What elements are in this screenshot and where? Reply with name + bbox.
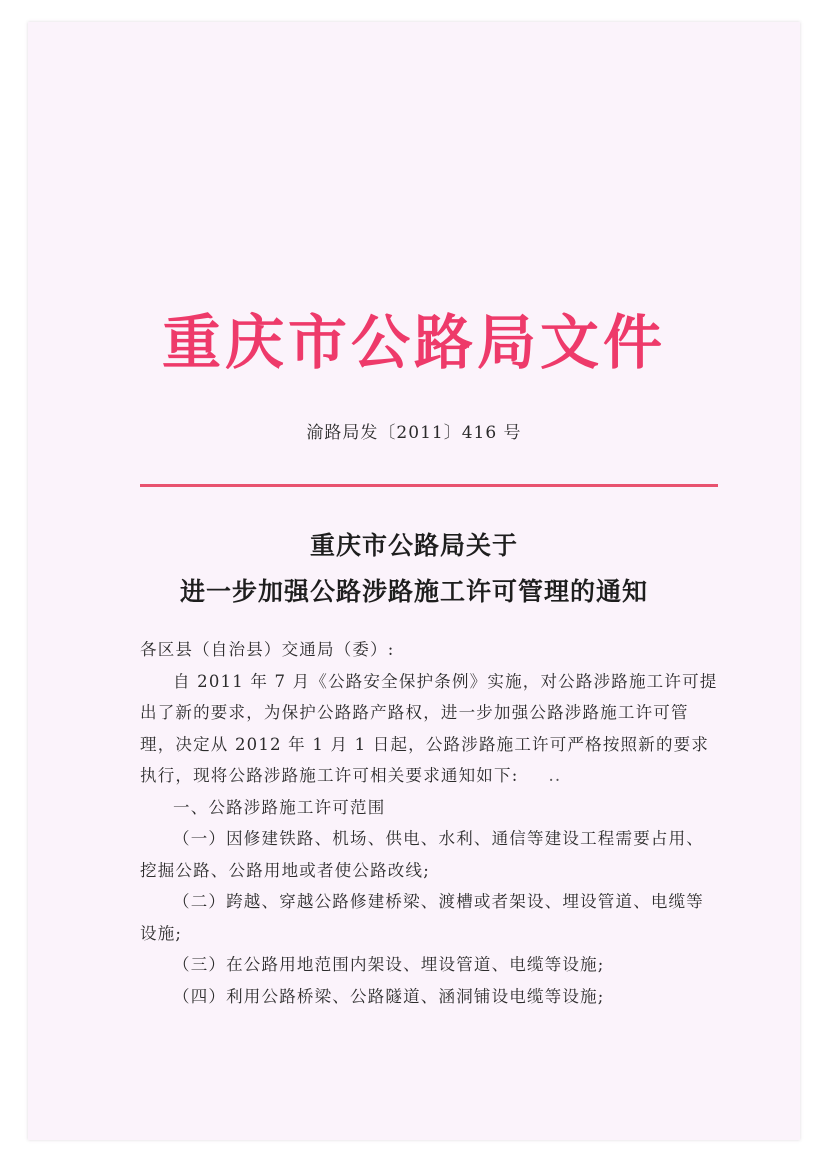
intro-text: 自 2011 年 7 月《公路安全保护条例》实施，对公路涉路施工许可提出了新的要求，为保护公路路产路权，进一步加强公路涉路施工许可管理，决定从 2012 年 1 月 1 日起，公路涉路施工许可严格按照新的要求执行，现将公路涉路施工许可相关要求通知如下: [140,671,718,785]
intro-paragraph [140,666,720,792]
document-page [28,22,800,1140]
list-item-4: （四）利用公路桥梁、公路隧道、涵洞铺设电缆等设施; [173,986,605,1006]
section-1-heading: 一、公路涉路施工许可范围 [173,797,386,817]
list-item-1: （一）因修建铁路、机场、供电、水利、通信等建设工程需要占用、挖掘公路、公路用地或者使公路改线; [140,829,704,880]
document-number: 渝路局发〔2011〕416 号 [306,423,522,443]
list-item-3: （三）在公路用地范围内架设、埋设管道、电缆等设施; [173,955,605,974]
notice-body [140,634,720,1012]
list-item-2: （二）跨越、穿越公路修建桥梁、渡槽或者架设、埋设管道、电缆等设施; [140,892,704,943]
notice-title-line-1: 重庆市公路局关于 [309,531,518,560]
salutation: 各区县（自治县）交通局（委）: [140,640,395,659]
red-separator-line [140,484,718,487]
stray-mark: .. [548,766,562,785]
notice-title-line-2: 进一步加强公路涉路施工许可管理的通知 [179,577,648,606]
issuer-title: 重庆市公路局文件 [161,308,666,377]
